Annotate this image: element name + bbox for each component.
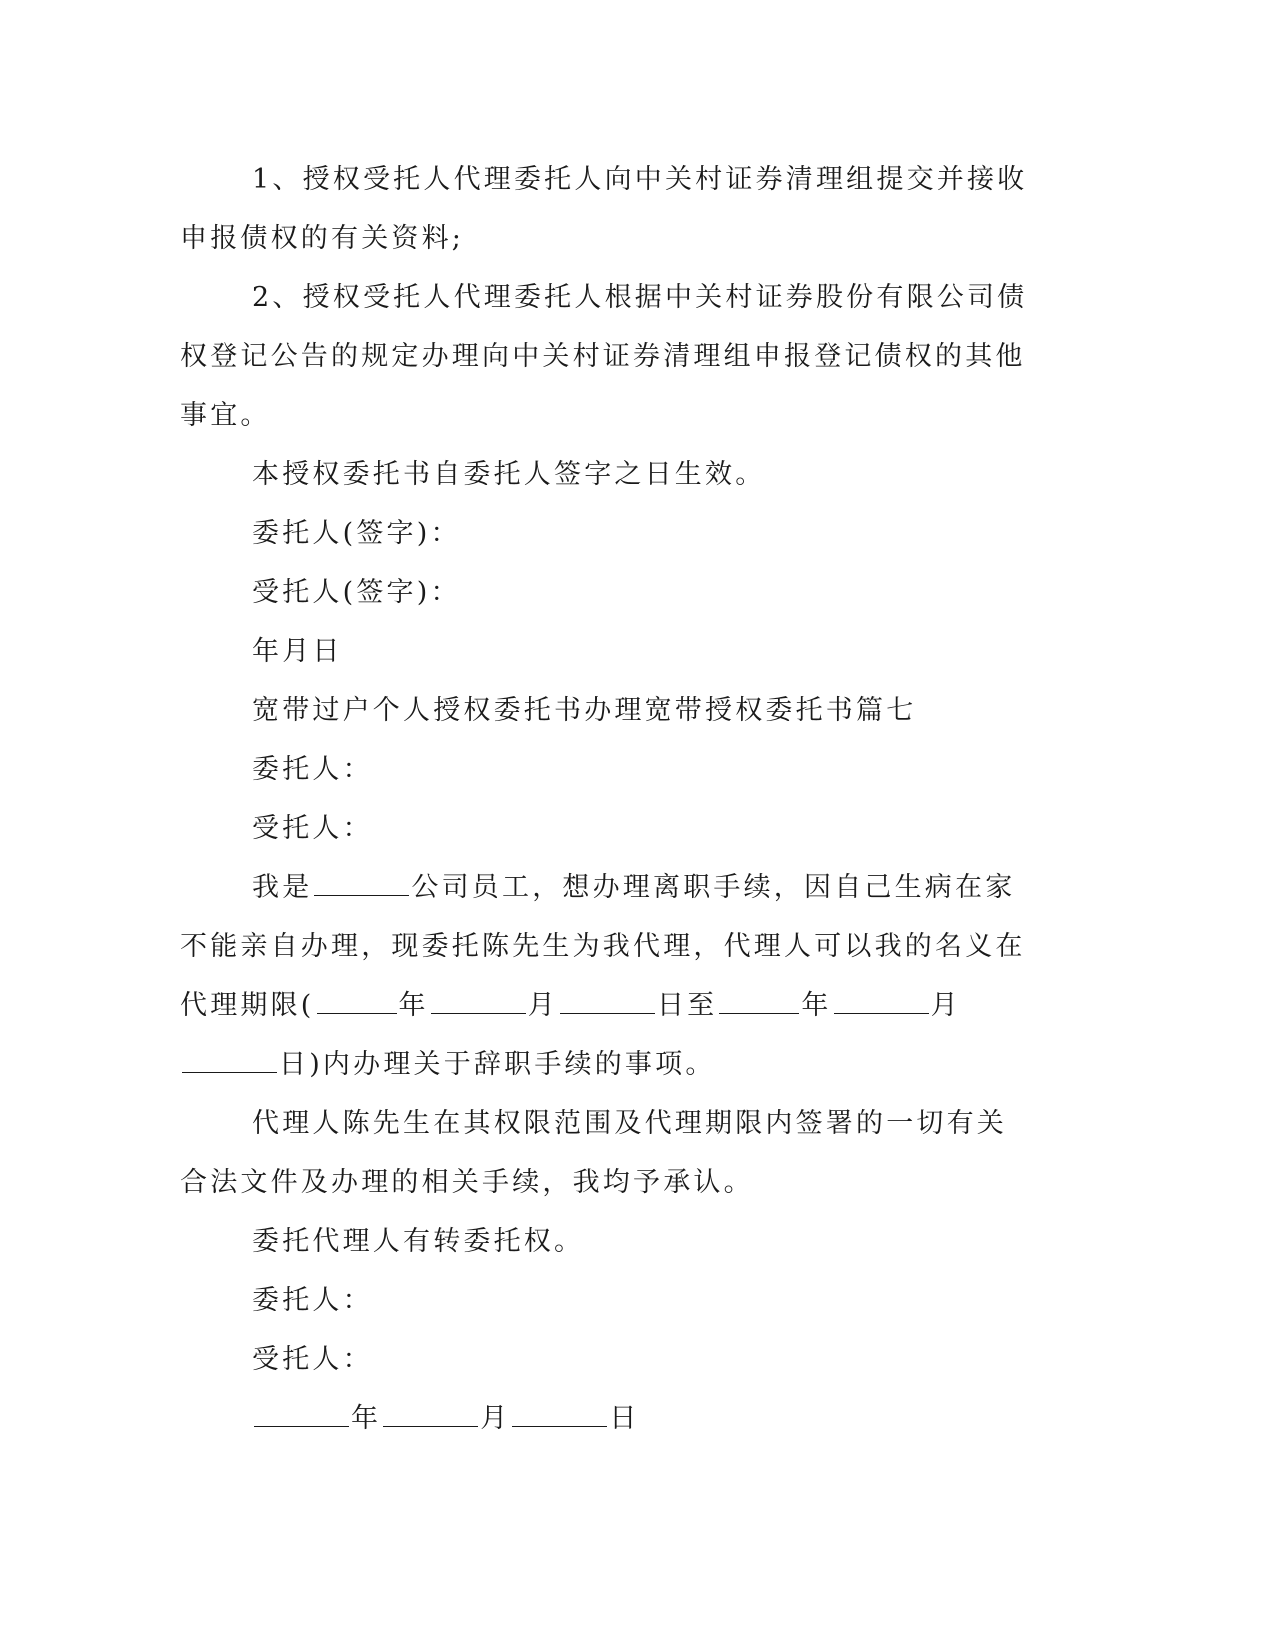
date-line: 年月日 — [252, 636, 343, 667]
end-day-blank — [182, 1046, 277, 1073]
text-segment: 日至 — [656, 990, 718, 1021]
final-day-blank — [512, 1400, 607, 1427]
start-day-blank — [560, 987, 655, 1014]
text-segment: 月 — [527, 990, 558, 1021]
paragraph-authorization-item-2: 2、授权受托人代理委托人根据中关村证券股份有限公司债权登记公告的规定办理向中关村证券清理组申报登记债权的其他事宜。 — [180, 282, 1028, 431]
paragraph-sub-delegation: 委托代理人有转委托权。 — [252, 1226, 585, 1257]
end-month-blank — [834, 987, 929, 1014]
principal-signature-line: 委托人(签字)： — [252, 518, 461, 549]
text-segment: 年 — [801, 990, 832, 1021]
text-segment: 年 — [398, 990, 429, 1021]
principal-line-2: 委托人： — [252, 1285, 373, 1316]
paragraph-authorization-item-1: 1、授权受托人代理委托人向中关村证券清理组提交并接收申报债权的有关资料; — [180, 164, 1028, 254]
agent-line: 受托人： — [252, 813, 373, 844]
paragraph-effective-date: 本授权委托书自委托人签字之日生效。 — [252, 459, 766, 490]
section-heading: 宽带过户个人授权委托书办理宽带授权委托书篇七 — [252, 695, 917, 726]
text-segment: 公司员工，想办理离职手续，因自己生病在家不能亲自办理，现委托陈先生为我代理，代理人可以我的名义在代理期限( — [180, 872, 1026, 1021]
final-year-blank — [254, 1400, 349, 1427]
agent-signature-line: 受托人(签字)： — [252, 577, 461, 608]
start-month-blank — [431, 987, 526, 1014]
document-page — [180, 150, 1030, 1448]
agent-line-2: 受托人： — [252, 1344, 373, 1375]
principal-line: 委托人： — [252, 754, 373, 785]
final-month-blank — [383, 1400, 478, 1427]
start-year-blank — [317, 987, 397, 1014]
text-segment: 我是 — [252, 872, 313, 903]
company-blank — [314, 869, 409, 896]
paragraph-acknowledgement: 代理人陈先生在其权限范围及代理期限内签署的一切有关合法文件及办理的相关手续，我均予承认。 — [180, 1108, 1007, 1198]
text-segment: 日 — [609, 1403, 640, 1434]
final-date-line — [180, 1389, 1030, 1448]
text-segment: 年 — [351, 1403, 382, 1434]
text-segment: 月 — [480, 1403, 511, 1434]
end-year-blank — [719, 987, 799, 1014]
paragraph-resignation-request — [180, 858, 1030, 1094]
text-segment: 月 — [930, 990, 961, 1021]
text-segment: 日)内办理关于辞职手续的事项。 — [279, 1049, 716, 1080]
